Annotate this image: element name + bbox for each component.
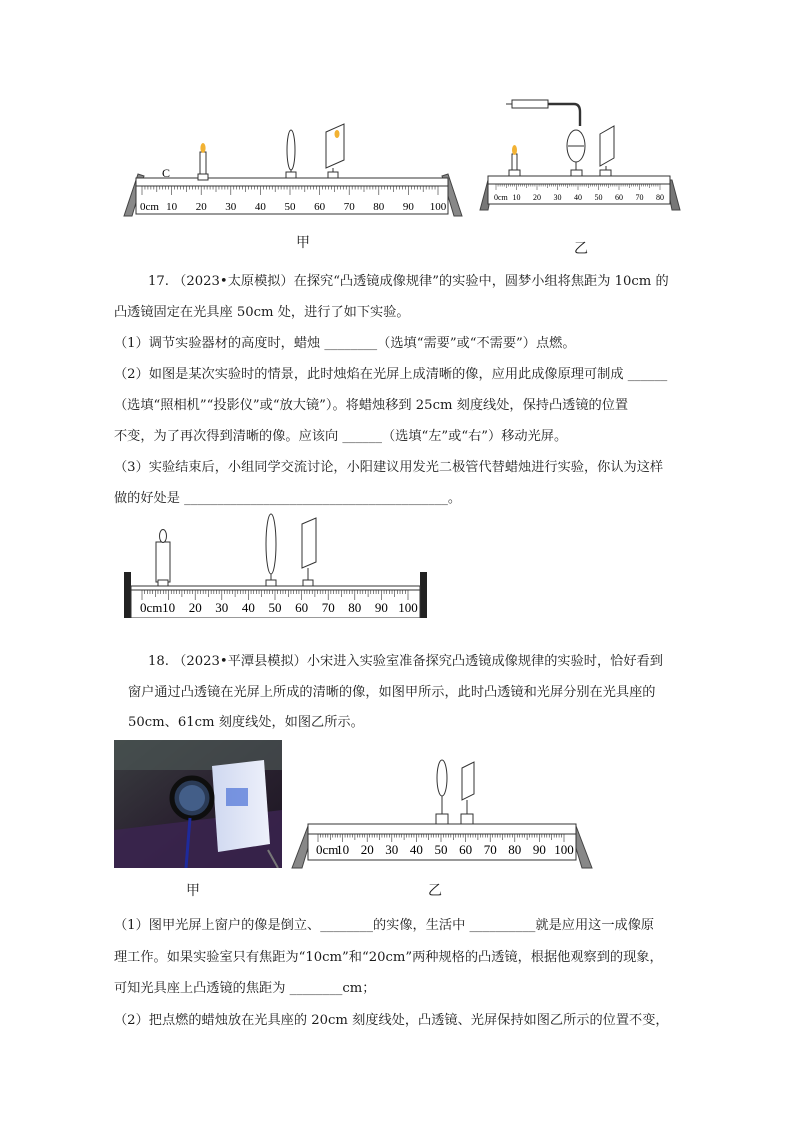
ruler-tick-label: 30 — [553, 193, 562, 202]
ruler-tick-label: 10 — [512, 193, 521, 202]
caption-jia-18: 甲 — [186, 883, 200, 899]
ruler-tick-label: 100 — [554, 842, 574, 857]
ruler-tick-label: 90 — [374, 600, 388, 615]
ruler-tick-label: 10 — [166, 201, 178, 213]
q17-line-4: （2）如图是某次实验时的情景，此时烛焰在光屏上成清晰的像，应用此成像原理可制成 ______ — [114, 367, 668, 382]
ruler-tick-label: 20 — [360, 842, 374, 857]
q17-line-6: 不变，为了再次得到清晰的像。应该向 ______（选填“左”或“右”）移动光屏。 — [114, 429, 568, 444]
q17-line-8: 做的好处是 ________________________________________。 — [114, 491, 462, 506]
ruler-tick-label: 90 — [532, 842, 546, 857]
caption-yi-16: 乙 — [574, 241, 588, 257]
ruler-tick-label: 30 — [225, 201, 237, 213]
ruler-tick-label: 40 — [409, 842, 423, 857]
ruler-unit-label: 0cm — [316, 842, 339, 857]
ruler-unit-label: 0cm — [494, 193, 508, 202]
q18-line-3: 50cm、61cm 刻度线处，如图乙所示。 — [128, 715, 364, 730]
ruler-tick-label: 50 — [268, 600, 282, 615]
q17-line-5: （选填“照相机”“投影仪”或“放大镜”）。将蜡烛移到 25cm 刻度线处，保持凸透镜的位置 — [114, 398, 629, 413]
ruler-tick-label: 70 — [321, 600, 335, 615]
ruler-tick-label: 40 — [241, 600, 255, 615]
q18-sub1-line-3: 可知光具座上凸透镜的焦距为 ________cm； — [114, 981, 376, 996]
ruler-tick-label: 30 — [215, 600, 229, 615]
ruler-tick-label: 70 — [343, 201, 355, 213]
figure-17-bench — [118, 512, 442, 618]
ruler-tick-label: 10 — [336, 842, 350, 857]
figure-16-right-bench — [476, 96, 688, 214]
ruler-tick-label: 100 — [429, 201, 447, 213]
q18-sub1-line-1: （1）图甲光屏上窗户的像是倒立、________的实像，生活中 __________就是应用这一成像原 — [114, 918, 655, 933]
figure-18-bench — [288, 756, 598, 872]
ruler-tick-label: 20 — [533, 193, 541, 202]
ruler-tick-label: 50 — [284, 201, 296, 213]
ruler-tick-label: 80 — [508, 842, 522, 857]
c-label: C — [162, 166, 171, 180]
ruler-tick-label: 60 — [295, 600, 309, 615]
ruler-tick-label: 60 — [314, 201, 326, 213]
ruler-tick-label: 40 — [254, 201, 266, 213]
ruler-tick-label: 100 — [398, 600, 418, 615]
ruler-tick-label: 20 — [195, 201, 207, 213]
ruler-tick-label: 60 — [615, 193, 623, 202]
ruler-tick-label: 30 — [385, 842, 399, 857]
ruler-tick-label: 80 — [373, 201, 385, 213]
q17-line-1: 17. （2023•太原模拟）在探究“凸透镜成像规律”的实验中，圆梦小组将焦距为 10cm 的 — [148, 274, 669, 289]
ruler-tick-label: 40 — [574, 193, 582, 202]
lens-screen-photo — [114, 740, 282, 868]
ruler-unit-label: 0cm — [140, 600, 163, 615]
ruler-tick-label: 10 — [162, 600, 176, 615]
ruler-tick-label: 20 — [188, 600, 202, 615]
ruler-unit-label: 0cm — [140, 201, 159, 213]
q18-line-1: 18. （2023•平潭县模拟）小宋进入实验室准备探究凸透镜成像规律的实验时，恰好看到 — [148, 654, 663, 669]
ruler-tick-label: 80 — [656, 193, 664, 202]
q17-line-7: （3）实验结束后，小组同学交流讨论，小阳建议用发光二极管代替蜡烛进行实验，你认为这样 — [114, 460, 664, 475]
ruler-tick-label: 60 — [459, 842, 473, 857]
ruler-tick-label: 70 — [483, 842, 497, 857]
caption-yi-18: 乙 — [428, 883, 442, 899]
ruler-tick-label: 50 — [434, 842, 448, 857]
q17-line-2: 凸透镜固定在光具座 50cm 处，进行了如下实验。 — [114, 305, 410, 320]
q18-line-2: 窗户通过凸透镜在光屏上所成的清晰的像，如图甲所示，此时凸透镜和光屏分别在光具座的 — [128, 685, 656, 700]
ruler-tick-label: 90 — [402, 201, 414, 213]
q18-sub1-line-2: 理工作。如果实验室只有焦距为“10cm”和“20cm”两种规格的凸透镜，根据他观察到的现象， — [114, 950, 663, 965]
figure-16-left-bench — [118, 120, 468, 220]
caption-jia-16: 甲 — [296, 235, 310, 251]
ruler-tick-label: 80 — [348, 600, 362, 615]
q18-sub2-line-1: （2）把点燃的蜡烛放在光具座的 20cm 刻度线处，凸透镜、光屏保持如图乙所示的位置不变， — [114, 1013, 669, 1028]
ruler-tick-label: 50 — [594, 193, 603, 202]
ruler-tick-label: 70 — [635, 193, 644, 202]
q17-line-3: （1）调节实验器材的高度时，蜡烛 ________（选填“需要”或“不需要”）点燃。 — [114, 336, 576, 351]
